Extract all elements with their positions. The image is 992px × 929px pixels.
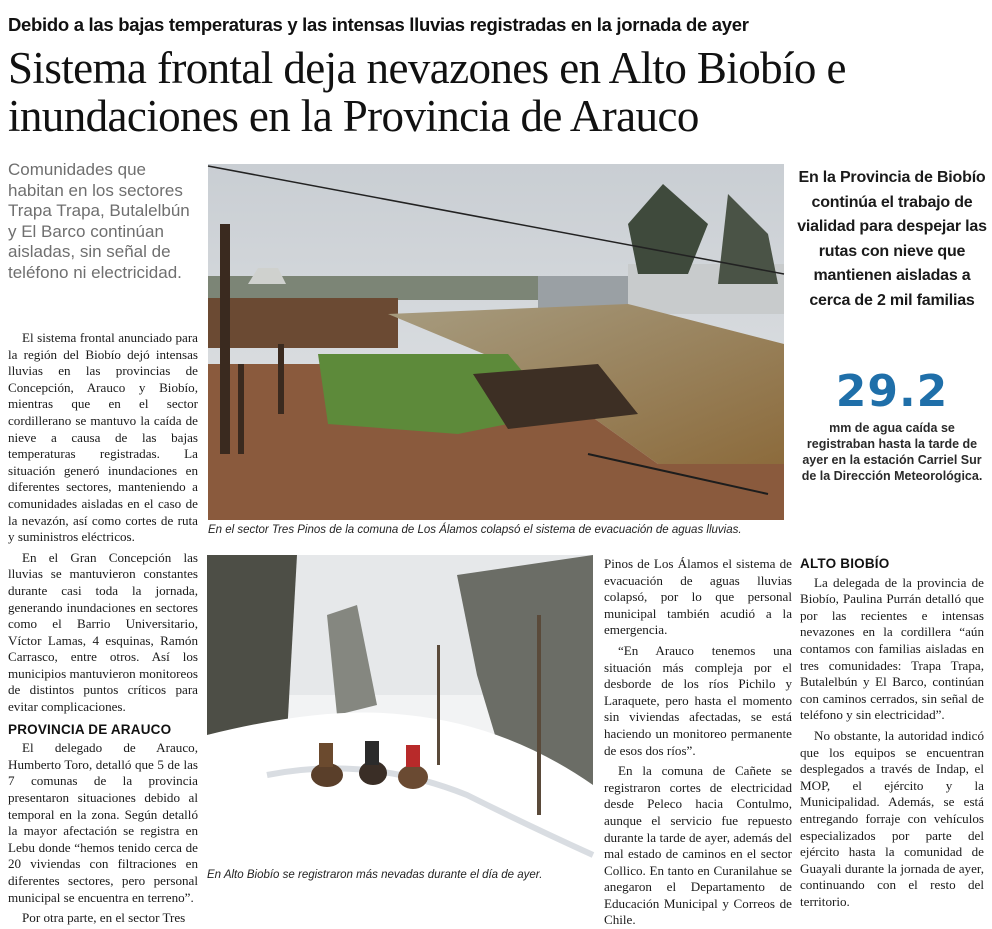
caption-flood-photo: En el sector Tres Pinos de la comuna de Los Álamos colapsó el sistema de evacuación de aguas lluvias. bbox=[208, 524, 742, 536]
headline: Sistema frontal deja nevazones en Alto Biobío e inundaciones en la Provincia de Arauco bbox=[8, 43, 846, 141]
kicker: Debido a las bajas temperaturas y las intensas lluvias registradas en la jornada de ayer bbox=[8, 14, 749, 35]
paragraph: Por otra parte, en el sector Tres bbox=[22, 910, 186, 926]
sidebar-quote: En la Provincia de Biobío continúa el trabajo de vialidad para despejar las rutas con nieve que mantienen aisladas a cerca de 2 mil familias bbox=[797, 169, 987, 309]
paragraph: En el Gran Concepción las lluvias se mantuvieron constantes durante casi toda la jornada, generando inundaciones en sectores como el Barrio Universitario, Víctor Lamas, 4 esquinas, Ramón Carrasco, entre otros. Así los municipios mantuvieron monitoreos de distintos puntos críticos para evitar complicaciones. bbox=[8, 549, 198, 715]
paragraph: El sistema frontal anunciado para la región del Biobío dejó intensas lluvias en las provincias de Concepción, Arauco y Biobío, mientras que en el sector cordillerano se mantuvo la caída de nieve a causa de las bajas temperaturas registradas. La situación generó inundaciones en diferentes sectores, manteniendo a comunidades aisladas en el caso de la nevazón, así como cortes de ruta y suministros eléctricos. bbox=[8, 330, 198, 545]
rainfall-figure: 29.2 bbox=[835, 366, 949, 417]
subhead-alto-biobio: ALTO BIOBÍO bbox=[800, 556, 890, 571]
flood-photo bbox=[208, 164, 784, 520]
column-3 bbox=[800, 556, 984, 909]
lead-paragraph: Comunidades que habitan en los sectores Trapa Trapa, Butalelbún y El Barco continúan aisladas, sin señal de teléfono ni electricidad. bbox=[8, 160, 190, 282]
paragraph: La delegada de la provincia de Biobío, Paulina Purrán detalló que por las recientes e intensas nevazones en la cordillera “aún contamos con familias aisladas en tres comunidades: Trapa Trapa, Butalelbún y El Barco, continúan con caminos cerrados, sin señal de teléfono y sin electricidad”. bbox=[800, 574, 984, 723]
subhead-arauco: PROVINCIA DE ARAUCO bbox=[8, 721, 172, 737]
rainfall-figure-text: mm de agua caída se registraban hasta la tarde de ayer en la estación Carriel Sur de la Dirección Meteorológica. bbox=[801, 421, 983, 483]
column-2 bbox=[604, 556, 792, 928]
column-1 bbox=[8, 330, 198, 926]
paragraph: En la comuna de Cañete se registraron cortes de electricidad desde Peleco hacia Contulmo, aunque el servicio fue repuesto durante la tarde de ayer, además del mal estado de caminos en el sector Collico. En tanto en Curanilahue se anegaron el Departamento de Educación Municipal y Correos de Chile. bbox=[604, 763, 792, 928]
paragraph: “En Arauco tenemos una situación más compleja por el desborde de los ríos Pichilo y Laraquete, pero hasta el momento sin viviendas afectadas, se está haciendo un monitoreo permanente de esos dos ríos”. bbox=[604, 642, 792, 758]
paragraph: El delegado de Arauco, Humberto Toro, detalló que 5 de las 7 comunas de la provincia presentaron situaciones debido al temporal en la zona. Según detalló la mayor afectación se registra en Lebu donde “hemos tenido cerca de 20 viviendas con filtraciones en diferentes sectores, pero personal municipal se encuentra en terreno”. bbox=[8, 740, 198, 905]
snow-photo bbox=[207, 555, 593, 865]
caption-snow-photo: En Alto Biobío se registraron más nevadas durante el día de ayer. bbox=[207, 869, 543, 881]
paragraph: No obstante, la autoridad indicó que los equipos se encuentran desplegados a través de Indap, el MOP, el ejército y la Municipalidad. Además, se está entregando forraje con vehículos especializados por parte del ejército hasta la comunidad de Guayali durante la jornada de ayer, continuando con el resto del territorio. bbox=[800, 727, 984, 909]
paragraph: Pinos de Los Álamos el sistema de evacuación de aguas lluvias colapsó, por lo que personal municipal también acudió a la emergencia. bbox=[604, 556, 792, 638]
